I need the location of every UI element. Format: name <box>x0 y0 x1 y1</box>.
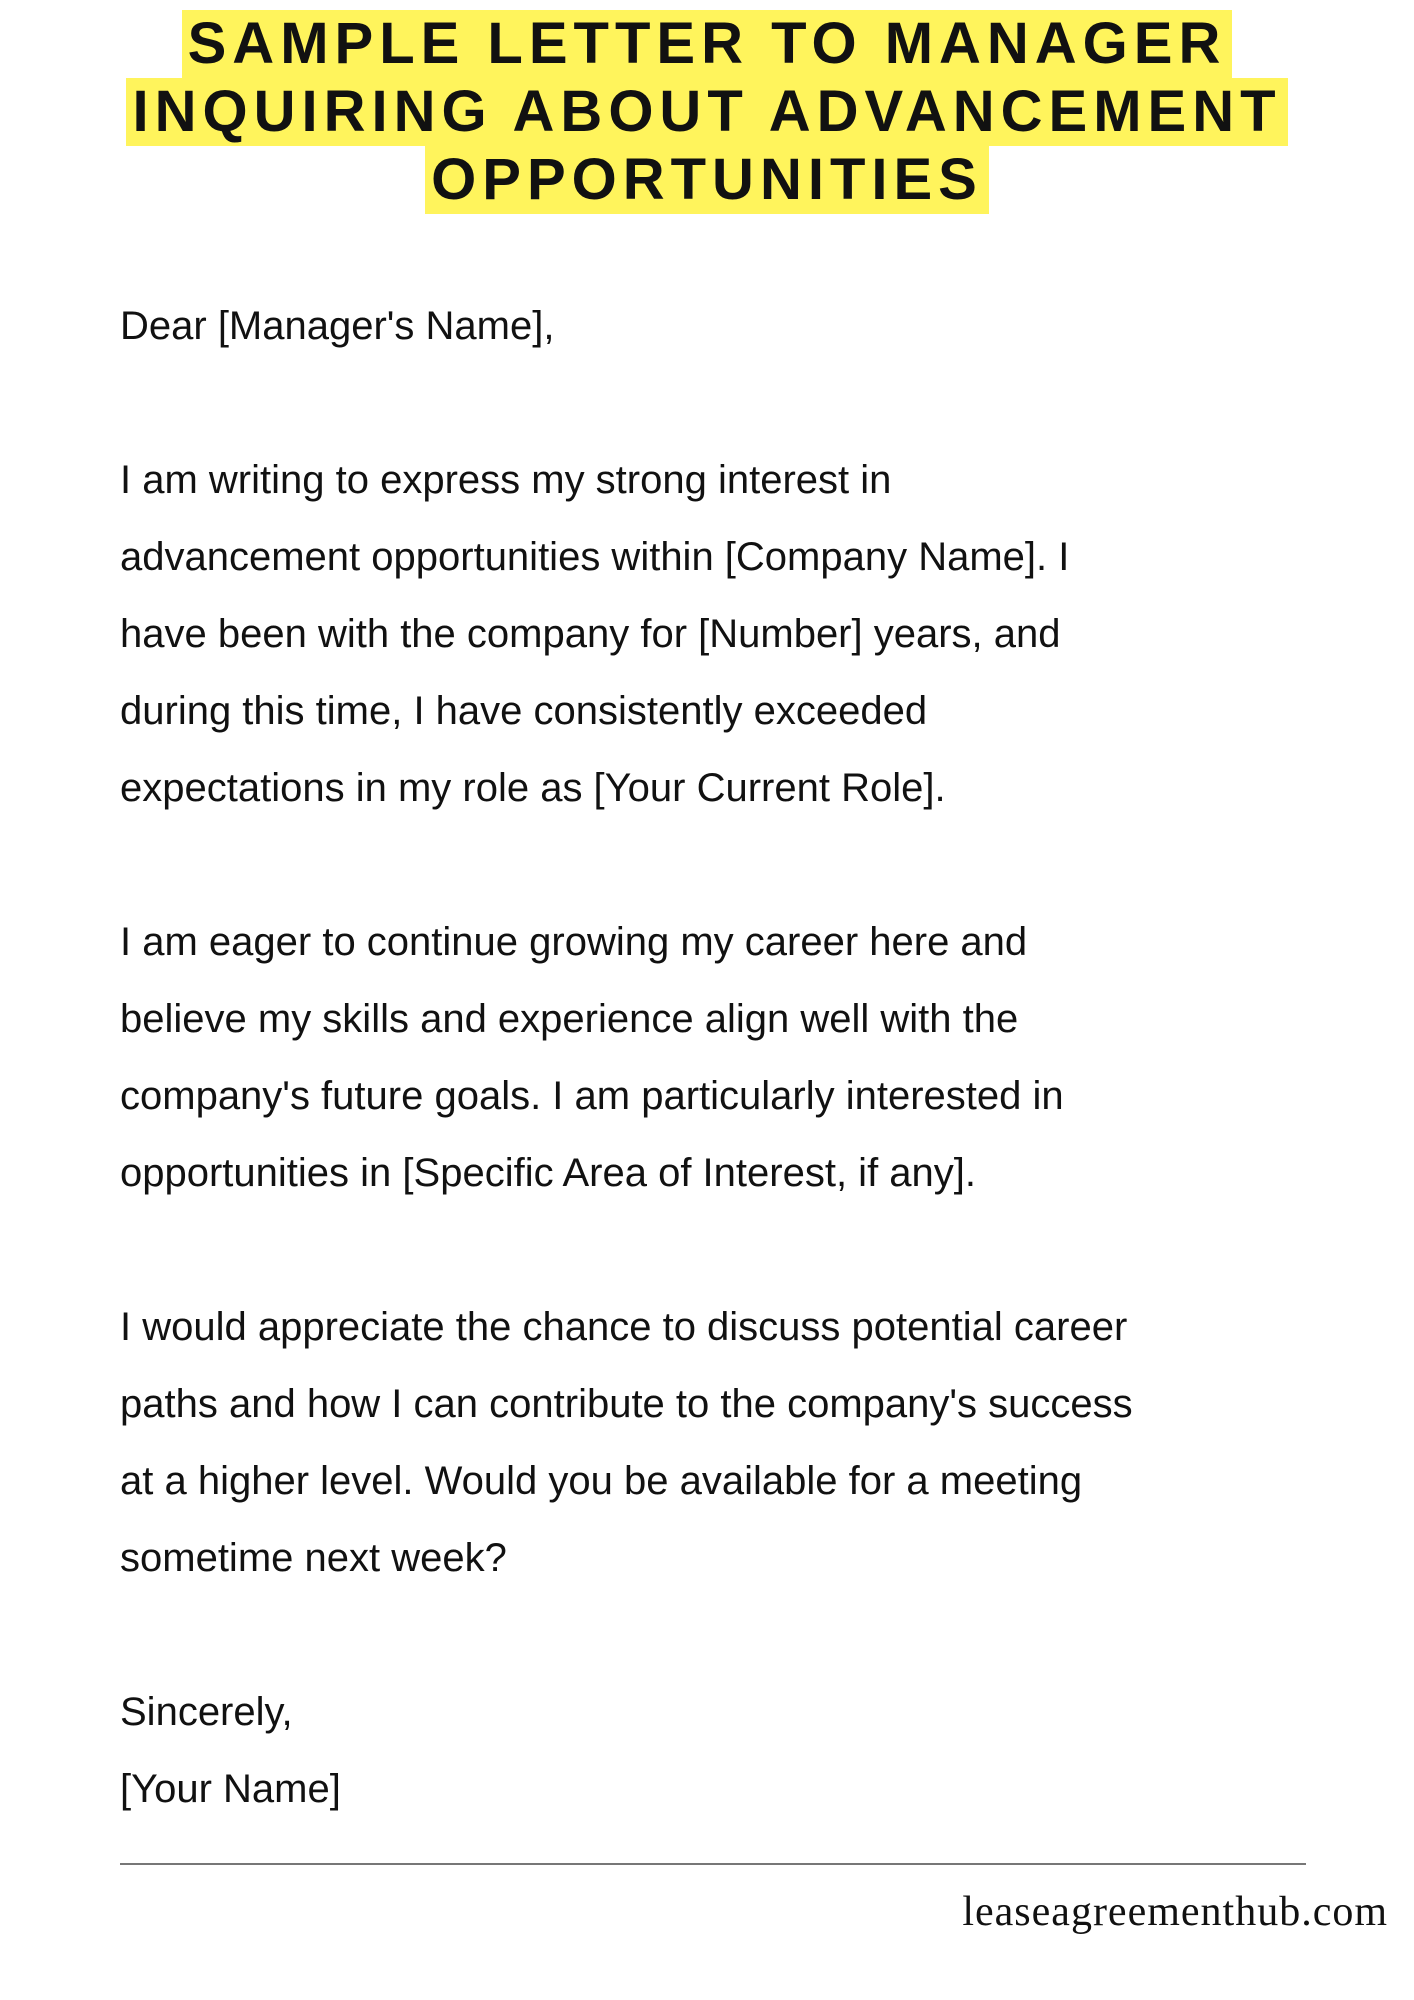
paragraph-line: advancement opportunities within [Company Name]. I <box>120 535 1070 579</box>
title-line-3 <box>0 146 1414 214</box>
title-highlight-2: INQUIRING ABOUT ADVANCEMENT <box>126 78 1287 146</box>
paragraph-line: expectations in my role as [Your Current Role]. <box>120 766 946 810</box>
paragraph-line: I would appreciate the chance to discuss potential career <box>120 1305 1128 1349</box>
paragraph-line: opportunities in [Specific Area of Interest, if any]. <box>120 1151 977 1195</box>
document-title <box>0 10 1414 214</box>
paragraph-line: during this time, I have consistently exceeded <box>120 689 928 733</box>
title-line-2 <box>0 78 1414 146</box>
footer-divider <box>120 1863 1306 1865</box>
paragraph-line: paths and how I can contribute to the company's success <box>120 1382 1133 1426</box>
title-highlight-1: SAMPLE LETTER TO MANAGER <box>182 10 1233 78</box>
paragraph-3 <box>120 1289 1360 1597</box>
paragraph-2 <box>120 904 1360 1212</box>
title-line-1 <box>0 10 1414 78</box>
salutation: Dear [Manager's Name], <box>120 304 555 348</box>
paragraph-line: have been with the company for [Number] years, and <box>120 612 1061 656</box>
closing: Sincerely, <box>120 1690 293 1734</box>
paragraph-line: I am writing to express my strong interest in <box>120 458 892 502</box>
paragraph-line: I am eager to continue growing my career here and <box>120 920 1028 964</box>
footer-site-name: leaseagreementhub.com <box>962 1889 1388 1935</box>
paragraph-1 <box>120 442 1360 827</box>
paragraph-line: at a higher level. Would you be available for a meeting <box>120 1459 1083 1503</box>
paragraph-line: sometime next week? <box>120 1536 507 1580</box>
closing-block <box>120 1674 1360 1828</box>
letter-body <box>120 288 1360 1828</box>
title-highlight-3: OPPORTUNITIES <box>425 146 989 214</box>
paragraph-line: company's future goals. I am particularly interested in <box>120 1074 1064 1118</box>
signature: [Your Name] <box>120 1767 341 1811</box>
paragraph-line: believe my skills and experience align well with the <box>120 997 1019 1041</box>
